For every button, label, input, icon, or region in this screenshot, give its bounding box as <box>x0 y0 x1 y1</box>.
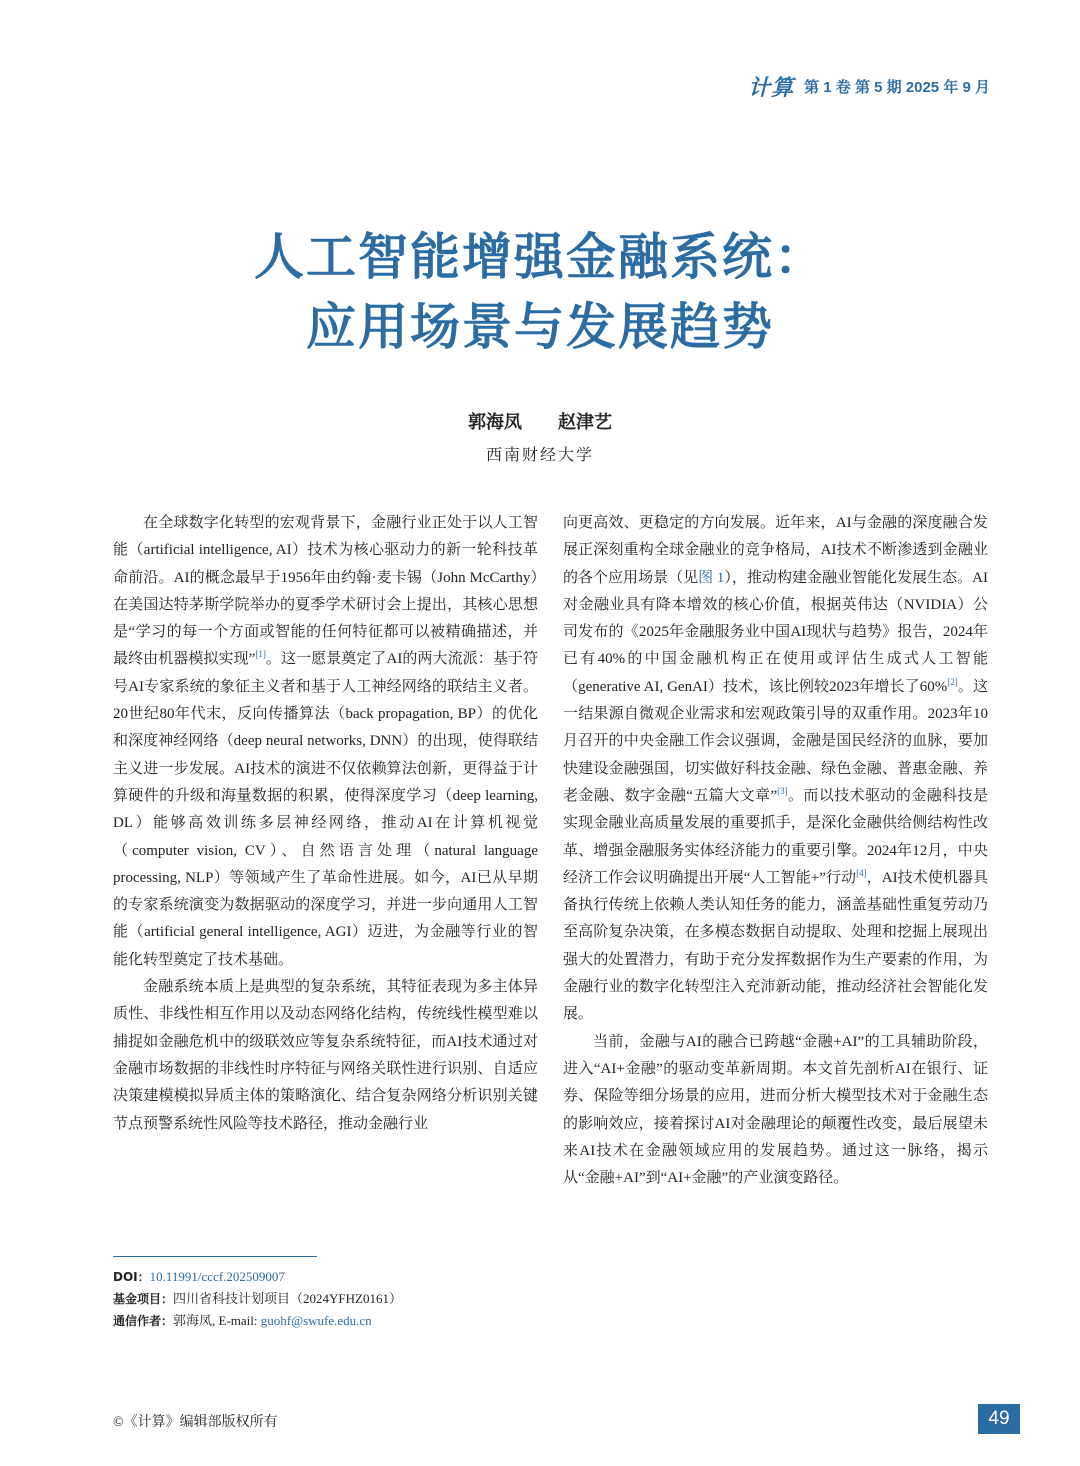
corr-label: 通信作者： <box>113 1314 174 1328</box>
fund-label: 基金项目： <box>113 1292 174 1306</box>
paragraph: 当前，金融与AI的融合已跨越“金融+AI”的工具辅助阶段，进入“AI+金融”的驱动变革新周期。本文首先剖析AI在银行、证券、保险等细分场景的应用，进而分析大模型技术对于金融生态的影响效应，接着探讨AI对金融理论的颠覆性改变，最后展望未来AI技术在金融领域应用的发展趋势。通过这一脉络，揭示从“金融+AI”到“AI+金融”的产业演变路径。 <box>563 1033 988 1187</box>
figure-link[interactable]: 图 1 <box>698 569 725 586</box>
author-name: 赵津艺 <box>558 412 612 433</box>
paragraph <box>113 510 538 974</box>
title-line-1: 人工智能增强金融系统： <box>254 228 826 286</box>
right-column <box>563 510 988 1192</box>
footnote-divider <box>113 1256 317 1257</box>
title-line-2: 应用场景与发展趋势 <box>306 298 774 356</box>
page-number: 49 <box>978 1404 1020 1434</box>
article-title <box>0 222 1080 362</box>
paragraph: 金融系统本质上是典型的复杂系统，其特征表现为多主体异质性、非线性相互作用以及动态网络化结构，传统线性模型难以捕捉如金融危机中的级联效应等复杂系统特征，而AI技术通过对金融市场数据的非线性时序特征与网络关联性进行识别、自适应决策建模模拟异质主体的策略演化、结合复杂网络分析识别关键节点预警系统性风险等技术路径，推动金融行业 <box>113 979 538 1132</box>
footnotes <box>113 1266 543 1332</box>
copyright-notice: ©《计算》编辑部版权所有 <box>113 1415 278 1430</box>
citation-ref-2[interactable]: [2] <box>947 676 958 687</box>
journal-header <box>748 72 990 100</box>
doi-link[interactable]: 10.11991/cccf.202509007 <box>149 1269 285 1284</box>
corr-value: 郭海凤, E-mail: <box>173 1313 261 1328</box>
author-list <box>0 408 1080 434</box>
fund-value: 四川省科技计划项目（2024YFHZ0161） <box>173 1291 402 1306</box>
paragraph-text: 。这一愿景奠定了AI的两大流派：基于符号AI专家系统的象征主义者和基于人工神经网络的联结主义者。20世纪80年代末，反向传播算法（back propagation, BP）的优化和深度神经网络（deep neural networks, DNN）的出现，使得联结主义进一步发展。AI技术的演进不仅依赖算法创新，更得益于计算硬件的升级和海量数据的积累，使得深度学习（deep learning, DL）能够高效训练多层神经网络，推动AI在计算机视觉（computer vision, CV）、自然语言处理（natural language processing, NLP）等领域产生了革命性进展。如今，AI已从早期的专家系统演变为数据驱动的深度学习，并进一步向通用人工智能（artificial general intelligence, AGI）迈进，为金融等行业的智能化转型奠定了技术基础。 <box>113 651 538 968</box>
email-link[interactable]: guohf@swufe.edu.cn <box>260 1313 372 1328</box>
paragraph-text: 。而以技术驱动的金融科技是实现金融业高质量发展的重要抓手，是深化金融供给侧结构性改革、增强金融服务实体经济能力的重要引擎。2024年12月，中央经济工作会议明确提出开展“人工智能+”行动 <box>563 787 988 886</box>
affiliation: 西南财经大学 <box>485 445 594 464</box>
citation-ref-4[interactable]: [4] <box>856 867 867 878</box>
doi-label: DOI： <box>113 1270 150 1284</box>
paragraph-text: ），推动构建金融业智能化发展生态。AI对金融业具有降本增效的核心价值，根据英伟达（NVIDIA）公司发布的《2025年金融服务业中国AI现状与趋势》报告，2024年已有40%的中国金融机构正在使用或评估生成式人工智能（generative AI, GenAI）技术，该比例较2023年增长了60% <box>563 569 988 695</box>
paragraph <box>563 510 988 1029</box>
journal-logo: 计算 <box>748 74 795 101</box>
doi-line <box>113 1266 543 1288</box>
issue-info: 第 1 卷 第 5 期 2025 年 9 月 <box>804 78 990 96</box>
corresponding-author-line <box>113 1310 543 1332</box>
paragraph-text: 。这一结果源自微观企业需求和宏观政策引导的双重作用。2023年10月召开的中央金融工作会议强调，金融是国民经济的血脉，要加快建设金融强国，切实做好科技金融、绿色金融、普惠金融、养老金融、数字金融“五篇大文章” <box>563 678 988 804</box>
paragraph-text: 在全球数字化转型的宏观背景下，金融行业正处于以人工智能（artificial intelligence, AI）技术为核心驱动力的新一轮科技革命前沿。AI的概念最早于1956年由约翰·麦卡锡（John McCarthy）在美国达特茅斯学院举办的夏季学术研讨会上提出，其核心思想是“学习的每一个方面或智能的任何特征都可以被精确描述，并最终由机器模拟实现” <box>113 515 538 668</box>
paragraph-text: 向更高效、更稳定的方向发展。近年来，AI与金融的深度融合发展正深刻重构全球金融业的竞争格局，AI技术不断渗透到金融业的各个应用场景（见 <box>563 515 988 586</box>
author-name: 郭海凤 <box>468 412 522 433</box>
fund-line <box>113 1288 543 1310</box>
citation-ref-3[interactable]: [3] <box>777 785 788 796</box>
citation-ref-1[interactable]: [1] <box>255 649 266 660</box>
paragraph-text: ，AI技术使机器具备执行传统上依赖人类认知任务的能力，涵盖基础性重复劳动乃至高阶复杂决策，在多模态数据自动提取、处理和挖掘上展现出强大的处置潜力，有助于充分发挥数据作为生产要素的作用，为金融行业的数字化转型注入充沛新动能，推动经济社会智能化发展。 <box>563 869 988 1023</box>
left-column <box>113 510 538 1138</box>
